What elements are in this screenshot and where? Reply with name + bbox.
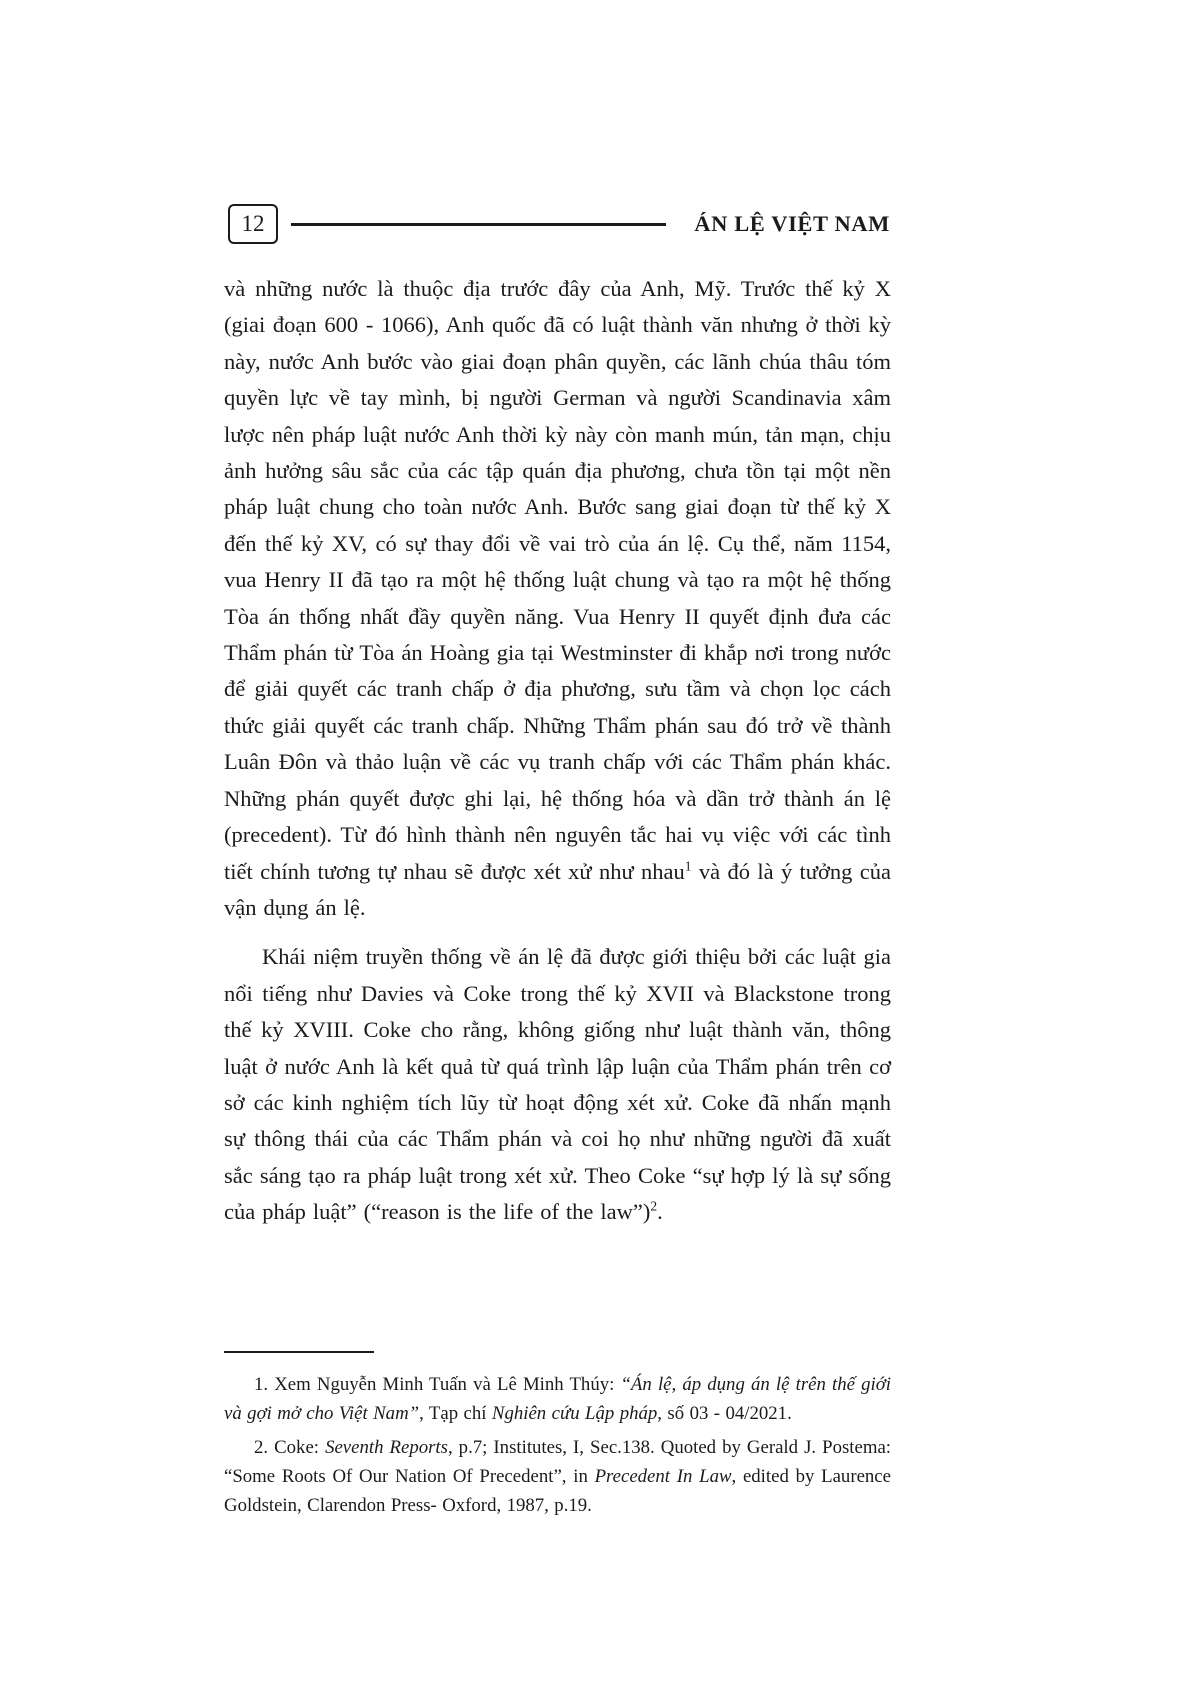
text-segment: “Án lệ, áp dụng án lệ trên thế giới và gợi mở cho Việt Nam” xyxy=(224,1374,891,1424)
text-segment: , edited by Laurence Goldstein, Clarendon Press- Oxford, 1987, p.19. xyxy=(224,1466,891,1516)
body-paragraph-2 xyxy=(224,939,891,1230)
footnote-marker: 2 xyxy=(650,1198,658,1214)
text-segment: , Tạp chí xyxy=(419,1403,492,1424)
text-segment: 1. Xem Nguyễn Minh Tuấn và Lê Minh Thúy: xyxy=(254,1374,621,1395)
footnote-2 xyxy=(224,1433,891,1520)
footnote-1 xyxy=(224,1370,891,1428)
text-segment: Precedent In Law xyxy=(594,1466,732,1487)
page-number: 12 xyxy=(241,211,265,236)
text-segment: và những nước là thuộc địa trước đây của Anh, Mỹ. Trước thế kỷ X (giai đoạn 600 - 1066), Anh quốc đã có luật thành văn nhưng ở thời kỳ này, nước Anh bước vào giai đoạn phân quyền, các lãnh chúa thâu tóm quyền lực về tay mình, bị người German và người Scandinavia xâm lược nên pháp luật nước Anh thời kỳ này còn manh mún, tản mạn, chịu ảnh hưởng sâu sắc của các tập quán địa phương, chưa tồn tại một nền pháp luật chung cho toàn nước Anh. Bước sang giai đoạn từ thế kỷ X đến thế kỷ XV, có sự thay đổi về vai trò của án lệ. Cụ thể, năm 1154, vua Henry II đã tạo ra một hệ thống luật chung và tạo ra một hệ thống Tòa án thống nhất đầy quyền năng. Vua Henry II quyết định đưa các Thẩm phán từ Tòa án Hoàng gia tại Westminster đi khắp nơi trong nước để giải quyết các tranh chấp ở địa phương, sưu tầm và chọn lọc cách thức giải quyết các tranh chấp. Những Thẩm phán sau đó trở về thành Luân Đôn và thảo luận về các vụ tranh chấp với các Thẩm phán khác. Những phán quyết được ghi lại, hệ thống hóa và dần trở thành án lệ (precedent). Từ đó hình thành nên nguyên tắc hai vụ việc với các tình tiết chính tương tự nhau sẽ được xét xử như nhau xyxy=(224,276,891,884)
book-title: ÁN LỆ VIỆT NAM xyxy=(694,211,890,236)
footnote-separator-rule xyxy=(224,1351,374,1353)
text-segment: , p.7; Institutes, I, Sec.138. Quoted by Gerald J. Postema: “Some Roots Of Our Nation Of Precedent”, in xyxy=(224,1437,891,1487)
footnote-marker: 1 xyxy=(684,858,692,873)
text-segment: . xyxy=(657,1199,663,1225)
page-number-box xyxy=(228,204,278,244)
body-text xyxy=(224,271,891,1231)
text-segment: 2. Coke: xyxy=(254,1437,326,1458)
text-segment: và đó là ý tưởng của vận dụng án lệ. xyxy=(224,858,891,920)
footnotes-section xyxy=(224,1351,891,1520)
header-rule xyxy=(291,223,666,226)
text-segment: Seventh Reports xyxy=(325,1437,448,1458)
text-segment: Nghiên cứu Lập pháp xyxy=(491,1403,658,1424)
body-paragraph-1 xyxy=(224,271,891,926)
page-header xyxy=(228,204,890,244)
text-segment: , số 03 - 04/2021. xyxy=(657,1403,792,1424)
text-segment: Khái niệm truyền thống về án lệ đã được giới thiệu bởi các luật gia nổi tiếng như Davies và Coke trong thế kỷ XVII và Blackstone trong thế kỷ XVIII. Coke cho rằng, không giống như luật thành văn, thông luật ở nước Anh là kết quả từ quá trình lập luận của Thẩm phán trên cơ sở các kinh nghiệm tích lũy từ hoạt động xét xử. Coke đã nhấn mạnh sự thông thái của các Thẩm phán và coi họ như những người đã xuất sắc sáng tạo ra pháp luật trong xét xử. Theo Coke “sự hợp lý là sự sống của pháp luật” (“reason is the life of the law”) xyxy=(224,944,891,1225)
